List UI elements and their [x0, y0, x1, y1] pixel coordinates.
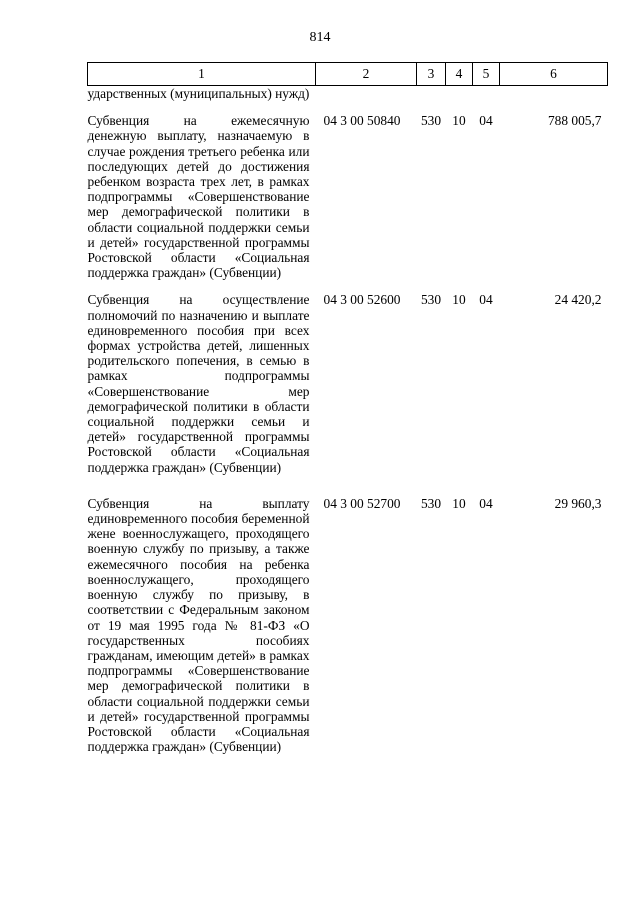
row-code: 04 3 00 50840	[323, 113, 401, 129]
row-col-4: 10	[452, 495, 466, 511]
row-col-3: 530	[420, 113, 442, 129]
table-row	[88, 292, 608, 474]
row-amount: 24 420,2	[554, 292, 602, 308]
table-row	[88, 86, 608, 102]
header-col-2: 2	[316, 63, 417, 86]
row-description: Субвенция на осуществление полномочий по назначению и выплате единовременного пособия при всех формах устройства детей, лишенных родительского попечения, в семью в рамках подпрограммы «Совершенствование мер демографической политики в области социальной поддержки семьи и детей» государственной программы Ростовской области «Социальная поддержка граждан» (Субвенции)	[87, 292, 310, 475]
row-description: ударственных (муниципальных) нужд)	[87, 86, 310, 101]
table-row	[88, 496, 608, 754]
row-col-5: 04	[479, 292, 493, 308]
row-col-4: 10	[452, 292, 466, 308]
row-description: Субвенция на ежемесячную денежную выплату, назначаемую в случае рождения третьего ребенка или последующих детей до достижения ребенком возраста трех лет, в рамках подпрограммы «Совершенствование мер демографической политики в области социальной поддержки семьи и детей» государственной программы Ростовской области «Социальная поддержка граждан» (Субвенции)	[87, 113, 310, 281]
row-col-3: 530	[420, 292, 442, 308]
row-amount: 29 960,3	[554, 495, 602, 511]
row-col-3: 530	[420, 495, 442, 511]
row-col-5: 04	[479, 113, 493, 129]
header-col-6: 6	[500, 63, 608, 86]
header-row	[88, 63, 608, 86]
header-col-5: 5	[473, 63, 500, 86]
header-col-4: 4	[446, 63, 473, 86]
table-row	[88, 113, 608, 280]
row-amount: 788 005,7	[547, 113, 602, 129]
page-number: 814	[309, 30, 331, 45]
table-body	[88, 86, 608, 755]
row-description: Субвенция на выплату единовременного пособия беременной жене военнослужащего, проходящего военную службу по призыву, а также ежемесячного пособия на ребенка военнослужащего, проходящего военную службу по призыву, в соответствии с Федеральным законом от 19 мая 1995 года № 81-ФЗ «О государственных пособиях гражданам, имеющим детей» в рамках подпрограммы «Совершенствование мер демографической политики в области социальной поддержки семьи и детей» государственной программы Ростовской области «Социальная поддержка граждан» (Субвенции)	[87, 495, 310, 755]
header-col-3: 3	[417, 63, 446, 86]
row-col-4: 10	[452, 113, 466, 129]
table-header	[88, 63, 608, 86]
budget-table	[87, 62, 608, 754]
header-col-1: 1	[88, 63, 316, 86]
row-col-5: 04	[479, 495, 493, 511]
row-code: 04 3 00 52700	[323, 495, 401, 511]
row-code: 04 3 00 52600	[323, 292, 401, 308]
